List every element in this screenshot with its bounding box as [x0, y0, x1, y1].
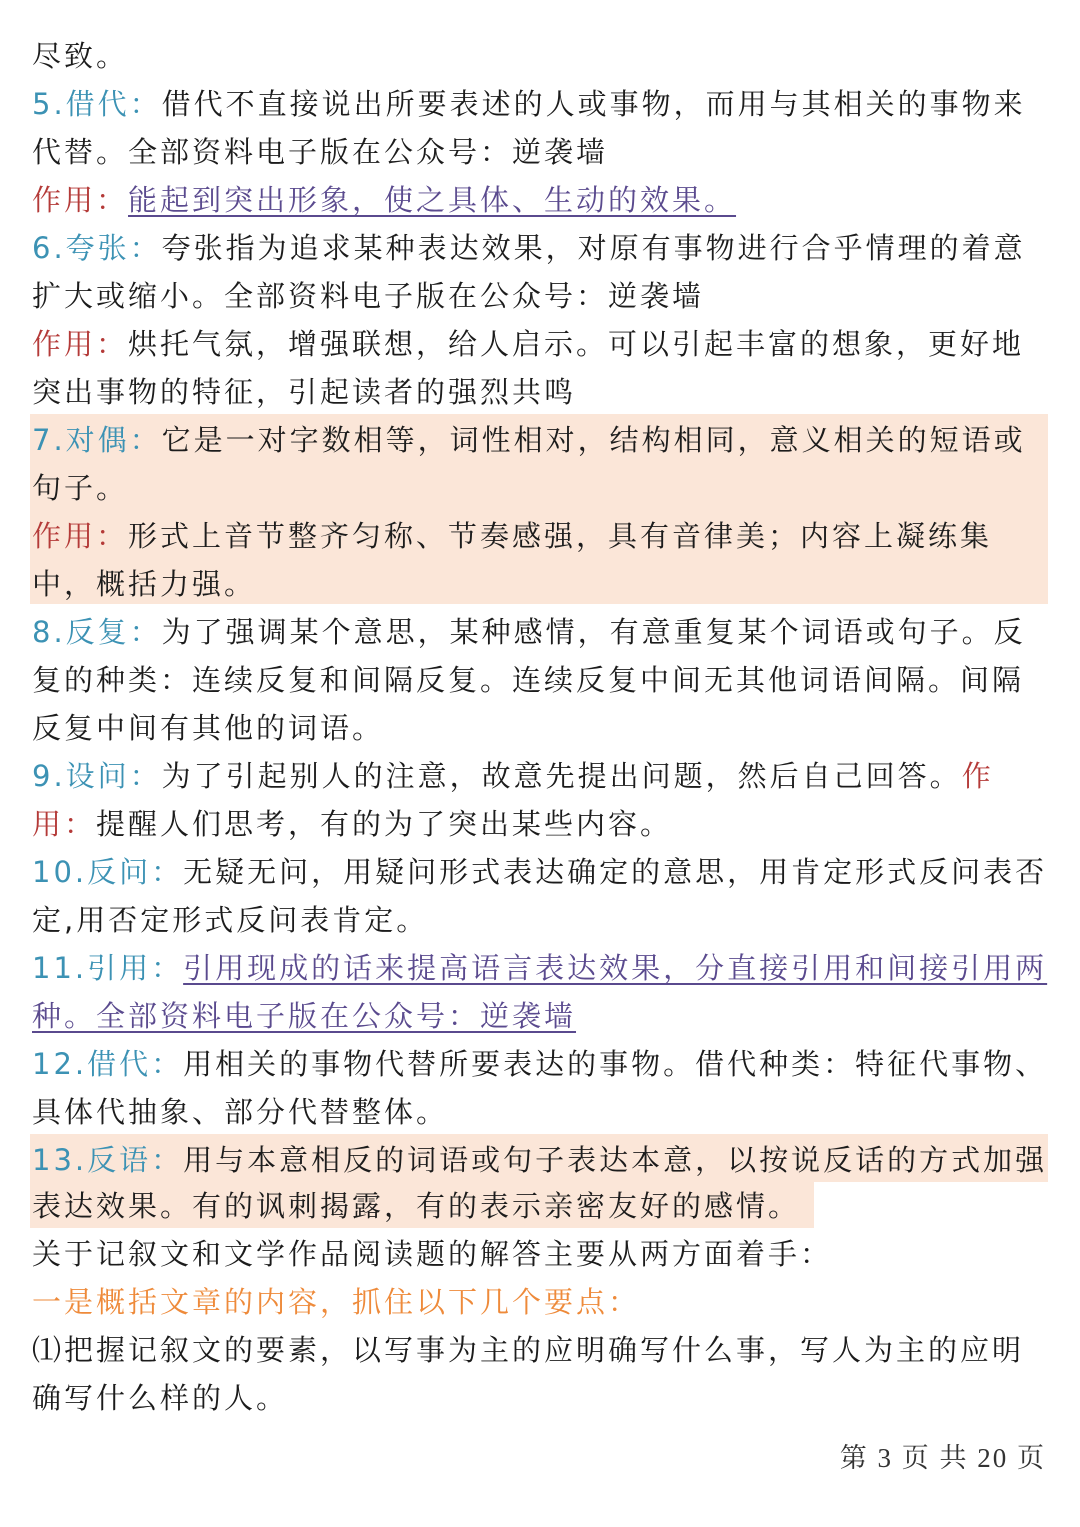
effect-line	[32, 176, 736, 224]
item-jiedai-2	[32, 1040, 1047, 1088]
effect-text: 烘托气氛，增强联想，给人启示。可以引起丰富的想象，更好地	[128, 327, 1025, 361]
item-label: 9.设问：	[32, 759, 162, 793]
item-definition: 用与本意相反的词语或句子表达本意，以按说反话的方式加强	[183, 1143, 1048, 1177]
section-intro	[32, 1230, 832, 1278]
paragraph-text: 表达效果。有的讽刺揭露，有的表示亲密友好的感情。	[32, 1189, 801, 1223]
item-yinyong	[32, 944, 1047, 992]
item-label: 7.对偶：	[32, 423, 162, 457]
item-definition: 无疑无问，用疑问形式表达确定的意思，用肯定形式反问表否	[183, 855, 1048, 889]
paragraph-text: 种。全部资料电子版在公众号：逆袭墙	[32, 999, 577, 1033]
effect-text: 提醒人们思考，有的为了突出某些内容。	[96, 807, 673, 841]
item-label: 8.反复：	[32, 615, 162, 649]
effect-label: 作用：	[32, 519, 129, 553]
paragraph-text: 具体代抽象、部分代替整体。	[32, 1095, 449, 1129]
item-definition: 它是一对字数相等，词性相对，结构相同，意义相关的短语或	[161, 423, 1026, 457]
item-shewen	[32, 752, 994, 800]
effect-line	[32, 320, 1024, 368]
paragraph-text: 反复中间有其他的词语。	[32, 711, 385, 745]
item-definition: 引用现成的话来提高语言表达效果，分直接引用和间接引用两	[183, 951, 1048, 985]
paragraph-text: 关于记叙文和文学作品阅读题的解答主要从两方面着手：	[32, 1237, 833, 1271]
text-line	[32, 656, 1024, 704]
paragraph-text: 句子。	[32, 471, 129, 505]
text-line	[32, 1374, 288, 1422]
paragraph-text: 扩大或缩小。全部资料电子版在公众号：逆袭墙	[32, 279, 705, 313]
text-line	[32, 896, 428, 944]
item-label: 6.夸张：	[32, 231, 162, 265]
effect-label: 作	[961, 759, 994, 793]
effect-label: 用：	[32, 807, 97, 841]
section-heading	[32, 1278, 640, 1326]
text-line	[32, 992, 576, 1040]
text-line	[32, 1326, 1024, 1374]
item-label: 13.反语：	[32, 1143, 184, 1177]
effect-label: 作用：	[32, 183, 129, 217]
paragraph-text: 突出事物的特征，引起读者的强烈共鸣	[32, 375, 577, 409]
item-fanwen	[32, 848, 1047, 896]
item-duiou	[32, 416, 1026, 464]
text-line	[32, 560, 256, 608]
paragraph-text: 确写什么样的人。	[32, 1381, 289, 1415]
text-line	[32, 1088, 448, 1136]
text-line	[32, 464, 128, 512]
item-fanyu	[32, 1136, 1047, 1184]
text-line	[32, 272, 704, 320]
item-kuazhang	[32, 224, 1026, 272]
text-line	[32, 32, 128, 80]
paragraph-text: 代替。全部资料电子版在公众号：逆袭墙	[32, 135, 609, 169]
effect-text: 能起到突出形象，使之具体、生动的效果。	[128, 183, 737, 217]
item-label: 10.反问：	[32, 855, 184, 889]
effect-line	[32, 512, 992, 560]
heading-text: 一是概括文章的内容，抓住以下几个要点：	[32, 1285, 641, 1319]
text-line	[32, 1182, 800, 1230]
text-line	[32, 368, 576, 416]
text-line	[32, 128, 608, 176]
effect-line	[32, 800, 672, 848]
paragraph-text: 定,用否定形式反问表肯定。	[32, 903, 429, 937]
effect-label: 作用：	[32, 327, 129, 361]
item-definition: 为了强调某个意思，某种感情，有意重复某个词语或句子。反	[161, 615, 1026, 649]
item-fanfu	[32, 608, 1026, 656]
paragraph-text: 复的种类：连续反复和间隔反复。连续反复中间无其他词语间隔。间隔	[32, 663, 1025, 697]
item-definition: 夸张指为追求某种表达效果，对原有事物进行合乎情理的着意	[161, 231, 1026, 265]
item-jiedai	[32, 80, 1026, 128]
item-label: 5.借代：	[32, 87, 162, 121]
item-label: 12.借代：	[32, 1047, 184, 1081]
text-line	[32, 704, 384, 752]
paragraph-text: 中，概括力强。	[32, 567, 257, 601]
paragraph-text: 尽致。	[32, 39, 129, 73]
paragraph-text: ⑴把握记叙文的要素，以写事为主的应明确写什么事，写人为主的应明	[32, 1333, 1025, 1367]
page-number: 第 3 页 共 20 页	[839, 1443, 1046, 1473]
item-definition: 借代不直接说出所要表述的人或事物，而用与其相关的事物来	[161, 87, 1026, 121]
effect-text: 形式上音节整齐匀称、节奏感强，具有音律美；内容上凝练集	[128, 519, 993, 553]
item-definition: 为了引起别人的注意，故意先提出问题，然后自己回答。	[161, 759, 962, 793]
item-definition: 用相关的事物代替所要表达的事物。借代种类：特征代事物、	[183, 1047, 1048, 1081]
item-label: 11.引用：	[32, 951, 184, 985]
